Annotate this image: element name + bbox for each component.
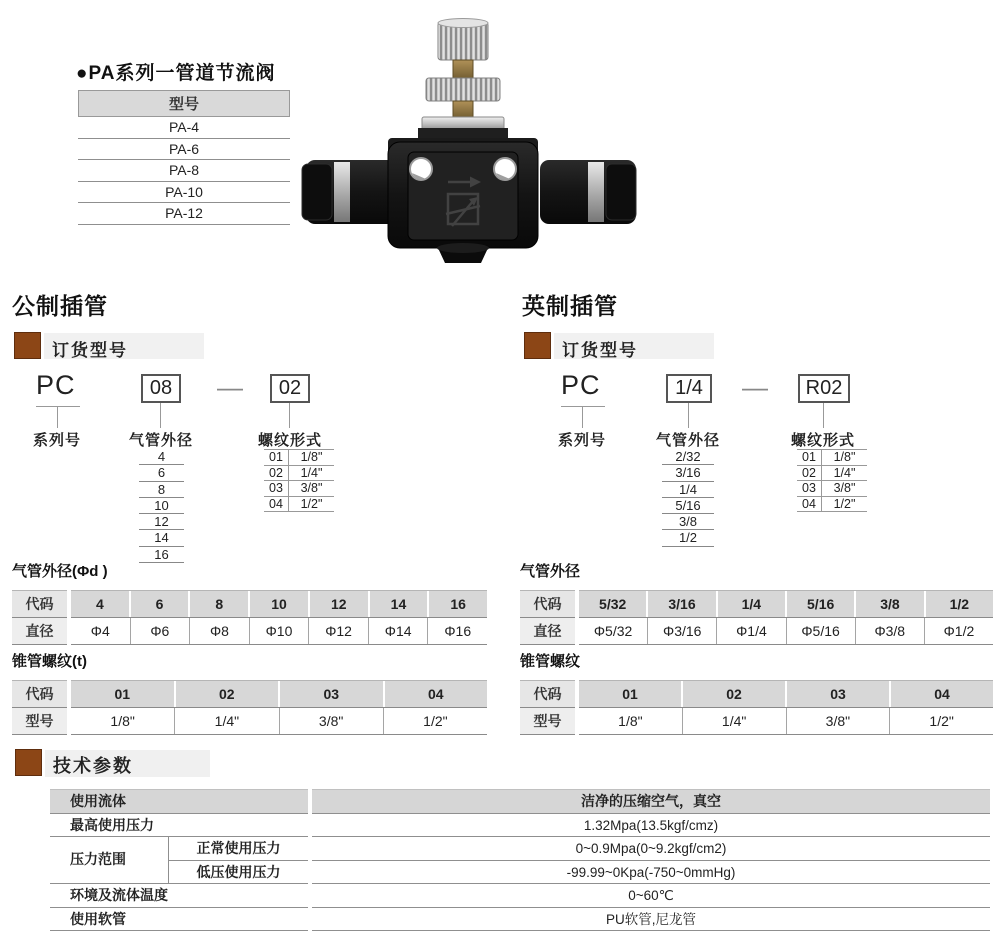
size-option: 3/8 — [662, 514, 714, 530]
size-option: 12 — [139, 514, 184, 530]
row-label: 型号 — [12, 708, 67, 735]
tech-section-title: 技术参数 — [53, 756, 133, 776]
size-option: 1/2 — [662, 530, 714, 546]
row-label: 直径 — [12, 618, 67, 645]
cell: 04 — [383, 681, 488, 707]
metric-thread-code-box: 02 — [270, 374, 310, 403]
tech-label: 使用软管 — [50, 908, 308, 932]
cell: 02 — [174, 681, 279, 707]
cell: Φ12 — [308, 618, 368, 644]
metric-section-title: 公制插管 — [12, 293, 108, 319]
cell: Φ5/32 — [593, 623, 633, 639]
size-option: 10 — [139, 498, 184, 514]
diameter-row — [71, 618, 487, 645]
imperial-thread-table-labels — [520, 680, 575, 735]
cell: Φ3/8 — [855, 618, 924, 644]
thread-option-row — [797, 497, 867, 513]
cell: 1/2" — [383, 708, 487, 734]
cell: Φ8 — [189, 618, 249, 644]
metric-series-code: PC — [36, 370, 76, 400]
product-series-heading: ●PA系列一管道节流阀 — [76, 63, 276, 84]
size-option: 3/16 — [662, 465, 714, 481]
tech-value: 0~60℃ — [312, 884, 990, 908]
cell: 8 — [188, 591, 248, 617]
thread-code: 04 — [269, 496, 283, 511]
cell: 1/8" — [110, 713, 135, 729]
imperial-thread-field-label: 螺纹形式 — [790, 432, 855, 449]
product-photo-flow-control-valve — [300, 14, 640, 266]
metric-od-table — [71, 590, 487, 645]
tech-value: 1.32Mpa(13.5kgf/cmz) — [312, 814, 990, 838]
metric-thread-table-labels — [12, 680, 67, 735]
code-dash: — — [742, 372, 768, 402]
thread-option-row — [797, 481, 867, 497]
imperial-thread-options-table — [797, 449, 867, 512]
metric-series-field-label: 系列号 — [32, 432, 81, 449]
imperial-thread-code-box: R02 — [798, 374, 850, 403]
imperial-od-table — [579, 590, 993, 645]
imperial-section-title: 英制插管 — [522, 293, 618, 319]
cell: Φ1/4 — [716, 618, 785, 644]
model-row: PA-8 — [78, 160, 290, 182]
order-section-marker-icon — [14, 332, 41, 359]
size-option: 16 — [139, 547, 184, 563]
metric-size-code-box: 08 — [141, 374, 181, 403]
cell: 6 — [129, 591, 189, 617]
model-row — [71, 708, 487, 735]
size-option: 14 — [139, 530, 184, 546]
cell: 01 — [71, 681, 174, 707]
cell: 1/2" — [889, 708, 993, 734]
cell: 1/8" — [618, 713, 643, 729]
size-option: 6 — [139, 465, 184, 481]
cell: Φ10 — [249, 618, 309, 644]
cell: 12 — [308, 591, 368, 617]
size-option: 2/32 — [662, 449, 714, 465]
tech-table-values — [312, 789, 990, 931]
model-row — [579, 708, 993, 735]
connector-line — [561, 406, 605, 407]
thread-size: 1/8" — [288, 450, 334, 465]
imperial-thread-table-title: 锥管螺纹 — [520, 653, 581, 670]
size-option: 8 — [139, 482, 184, 498]
tech-value: PU软管,尼龙管 — [312, 908, 990, 932]
code-row — [71, 591, 487, 618]
cell: Φ5/16 — [786, 618, 855, 644]
cell: 02 — [681, 681, 785, 707]
cell: 3/8" — [279, 708, 383, 734]
thread-size: 3/8" — [288, 481, 334, 496]
thread-code: 04 — [802, 496, 816, 511]
metric-order-section-label: 订货型号 — [52, 341, 128, 360]
row-label: 代码 — [520, 681, 575, 708]
size-option: 4 — [139, 449, 184, 465]
size-option: 5/16 — [662, 498, 714, 514]
thread-option-row — [797, 450, 867, 466]
cell: Φ6 — [130, 618, 190, 644]
cell: 03 — [785, 681, 889, 707]
thread-code: 01 — [269, 450, 283, 464]
cell: 3/8 — [854, 591, 923, 617]
size-option: 1/4 — [662, 482, 714, 498]
thread-code: 03 — [802, 481, 816, 496]
thread-size: 1/2" — [288, 497, 334, 512]
pressure-sublabels — [168, 837, 308, 883]
thread-option-row — [264, 497, 334, 513]
cell: 4 — [71, 591, 129, 617]
model-number-table — [78, 90, 290, 225]
metric-thread-options-table — [264, 449, 334, 512]
imperial-series-code: PC — [561, 370, 601, 400]
cell: 16 — [427, 591, 487, 617]
cell: 1/4" — [174, 708, 278, 734]
metric-size-field-label: 气管外径 — [128, 432, 193, 449]
connector-line — [582, 407, 583, 428]
metric-thread-field-label: 螺纹形式 — [257, 432, 322, 449]
cell: 01 — [579, 681, 681, 707]
thread-option-row — [797, 466, 867, 482]
cell: Φ16 — [427, 618, 487, 644]
cell: Φ4 — [90, 623, 110, 639]
thread-code: 03 — [269, 481, 283, 496]
code-row — [579, 681, 993, 708]
cell: 5/16 — [785, 591, 854, 617]
cell: 5/32 — [579, 591, 646, 617]
connector-line — [36, 406, 80, 407]
imperial-od-table-labels — [520, 590, 575, 645]
cell: 03 — [278, 681, 383, 707]
row-label: 直径 — [520, 618, 575, 645]
cell: 1/4" — [682, 708, 786, 734]
tech-table-labels — [50, 789, 308, 931]
imperial-od-table-title: 气管外径 — [520, 563, 581, 580]
code-dash: — — [217, 372, 243, 402]
cell: 04 — [889, 681, 993, 707]
thread-code: 02 — [269, 465, 283, 480]
tech-value: 0~0.9Mpa(0~9.2kgf/cm2) — [312, 837, 990, 861]
code-row — [579, 591, 993, 618]
metric-size-options-list — [139, 449, 184, 563]
connector-line — [289, 403, 290, 428]
metric-od-table-title: 气管外径(Φd ) — [12, 563, 108, 580]
model-row: PA-6 — [78, 139, 290, 161]
thread-code: 02 — [802, 465, 816, 480]
imperial-size-options-list — [662, 449, 714, 547]
cell: 10 — [248, 591, 308, 617]
cell: 1/2 — [924, 591, 993, 617]
thread-option-row — [264, 450, 334, 466]
metric-thread-table-title: 锥管螺纹(t) — [12, 653, 87, 670]
cell: 14 — [368, 591, 428, 617]
cell: 1/4 — [716, 591, 785, 617]
thread-size: 1/8" — [821, 450, 867, 465]
cell: 3/16 — [646, 591, 715, 617]
thread-size: 1/2" — [821, 497, 867, 512]
thread-size: 1/4" — [288, 466, 334, 481]
tech-label: 压力范围 — [70, 851, 126, 867]
tech-label: 环境及流体温度 — [50, 884, 308, 908]
model-table-header: 型号 — [78, 90, 290, 117]
row-label: 代码 — [520, 591, 575, 618]
cell: 3/8" — [786, 708, 890, 734]
model-row: PA-4 — [78, 117, 290, 139]
code-row — [71, 681, 487, 708]
imperial-size-field-label: 气管外径 — [655, 432, 720, 449]
tech-sublabel: 低压使用压力 — [196, 863, 281, 880]
tech-value: 洁净的压缩空气，真空 — [312, 790, 990, 814]
order-section-marker-icon — [524, 332, 551, 359]
tech-sublabel: 正常使用压力 — [169, 837, 308, 861]
tech-section-marker-icon — [15, 749, 42, 776]
thread-size: 1/4" — [821, 466, 867, 481]
connector-line — [57, 407, 58, 428]
row-label: 代码 — [12, 591, 67, 618]
imperial-series-field-label: 系列号 — [557, 432, 606, 449]
tech-value: -99.99~0Kpa(-750~0mmHg) — [312, 861, 990, 885]
thread-option-row — [264, 481, 334, 497]
row-label: 型号 — [520, 708, 575, 735]
row-label: 代码 — [12, 681, 67, 708]
metric-thread-table — [71, 680, 487, 735]
thread-option-row — [264, 466, 334, 482]
cell: Φ3/16 — [647, 618, 716, 644]
connector-line — [823, 403, 824, 428]
model-row: PA-10 — [78, 182, 290, 204]
thread-code: 01 — [802, 450, 816, 464]
imperial-size-code-box: 1/4 — [666, 374, 712, 403]
pressure-range-group — [50, 837, 308, 884]
tech-label: 最高使用压力 — [50, 814, 308, 838]
metric-od-table-labels — [12, 590, 67, 645]
imperial-thread-table — [579, 680, 993, 735]
thread-size: 3/8" — [821, 481, 867, 496]
diameter-row — [579, 618, 993, 645]
connector-line — [160, 403, 161, 428]
cell: Φ14 — [368, 618, 428, 644]
model-row: PA-12 — [78, 203, 290, 225]
imperial-order-section-label: 订货型号 — [562, 341, 638, 360]
cell: Φ1/2 — [924, 618, 993, 644]
tech-label: 使用流体 — [50, 790, 308, 814]
connector-line — [688, 403, 689, 428]
